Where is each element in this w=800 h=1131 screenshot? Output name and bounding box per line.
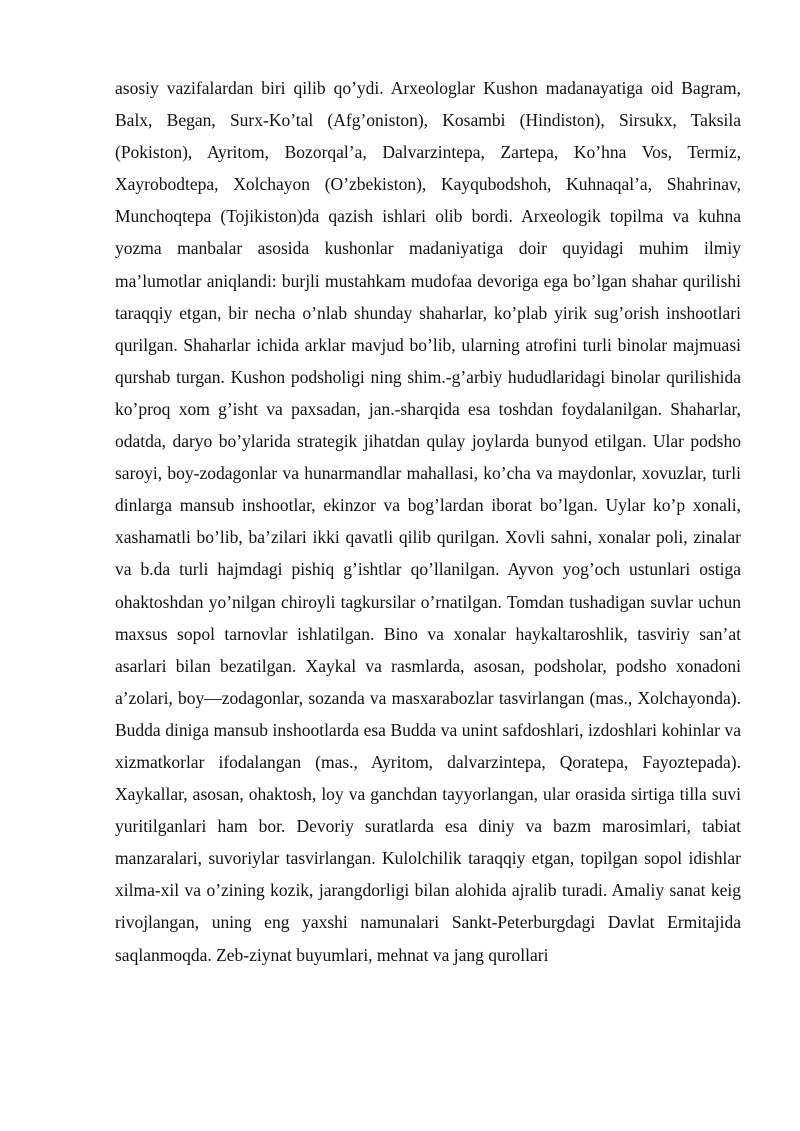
body-paragraph: asosiy vazifalardan biri qilib qo’ydi. Arxeologlar Kushon madanayatiga oid Bagram, Balx, Began, Surx-Ko’tal (Afg’oniston), Kosambi (Hindiston), Sirsukx, Taksila (Pokiston), Ayritom, Bozorqal’a, Dalvarzintepa, Zartepa, Ko’hna Vos, Termiz, Xayrobodtepa, Xolchayon (O’zbekiston), Kayqubodshoh, Kuhnaqal’a, Shahrinav, Munchoqtepa (Tojikiston)da qazish ishlari olib bordi. Arxeologik topilma va kuhna yozma manbalar asosida kushonlar madaniyatiga doir quyidagi muhim ilmiy ma’lumotlar aniqlandi: burjli mustahkam mudofaa devoriga ega bo’lgan shahar qurilishi taraqqiy etgan, bir necha o’nlab shunday shaharlar, ko’plab yirik sug’orish inshootlari qurilgan. Shaharlar ichida arklar mavjud bo’lib, ularning atrofini turli binolar majmuasi qurshab turgan. Kushon podsholigi ning shim.-g’arbiy hududlaridagi binolar qurilishida ko’proq xom g’isht va paxsadan, jan.-sharqida esa toshdan foydalanilgan. Shaharlar, odatda, daryo bo’ylarida strategik jihatdan qulay joylarda bunyod etilgan. Ular podsho saroyi, boy-zodagonlar va hunarmandlar mahallasi, ko’cha va maydonlar, xovuzlar, turli dinlarga mansub inshootlar, ekinzor va bog’lardan iborat bo’lgan. Uylar ko’p xonali, xashamatli bo’lib, ba’zilari ikki qavatli qilib qurilgan. Xovli sahni, xonalar poli, zinalar va b.da turli hajmdagi pishiq g’ishtlar qo’llanilgan. Ayvon yog’och ustunlari ostiga ohaktoshdan yo’nilgan chiroyli tagkursilar o’rnatilgan. Tomdan tushadigan suvlar uchun maxsus sopol tarnovlar ishlatilgan. Bino va xonalar haykaltaroshlik, tasviriy san’at asarlari bilan bezatilgan. Xaykal va rasmlarda, asosan, podsholar, podsho xonadoni a’zolari, boy—zodagonlar, sozanda va masxarabozlar tasvirlangan (mas., Xolchayonda). Budda diniga mansub inshootlarda esa Budda va unint safdoshlari, izdoshlari kohinlar va xizmatkorlar ifodalangan (mas., Ayritom, dalvarzintepa, Qoratepa, Fayoztepada). Xaykallar, asosan, ohaktosh, loy va ganchdan tayyorlangan, ular orasida sirtiga tilla suvi yuritilganlari ham bor. Devoriy suratlarda esa diniy va bazm marosimlari, tabiat manzaralari, suvoriylar tasvirlangan. Kulolchilik taraqqiy etgan, topilgan sopol idishlar xilma-xil va o’zining kozik, jarangdorligi bilan alohida ajralib turadi. Amaliy sanat keig rivojlangan, uning eng yaxshi namunalari Sankt-Peterburgdagi Davlat Ermitajida saqlanmoqda. Zeb-ziynat buyumlari, mehnat va jang qurollari: [115, 78, 741, 965]
document-page: [115, 72, 741, 971]
